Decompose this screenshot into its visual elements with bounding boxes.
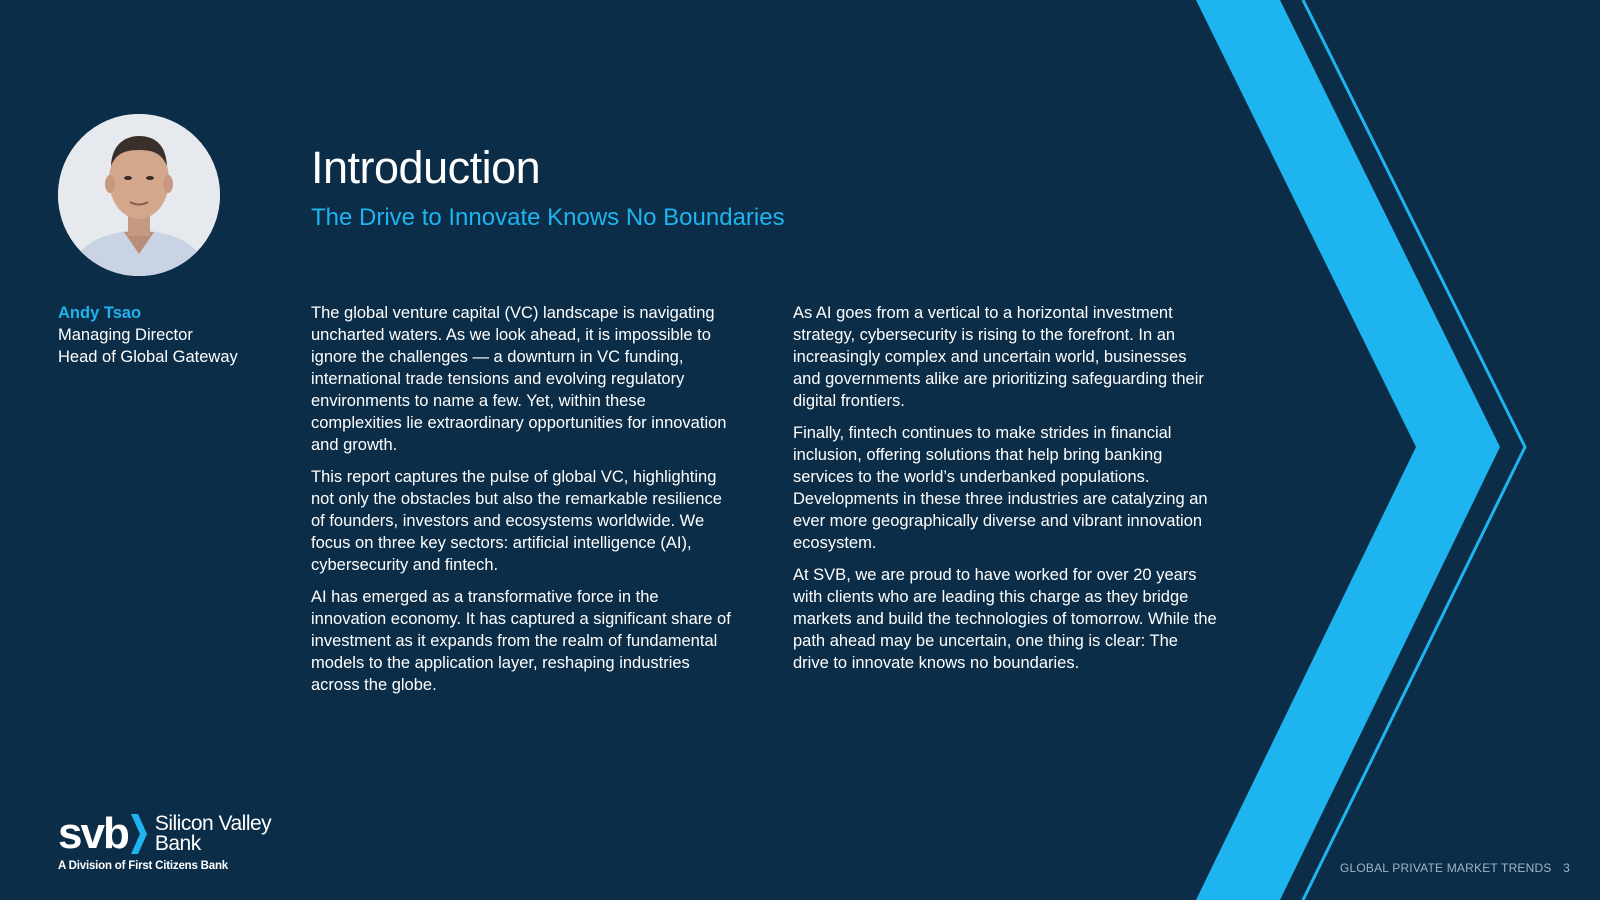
page-subtitle: The Drive to Innovate Knows No Boundaries	[311, 204, 785, 231]
author-position: Head of Global Gateway	[58, 348, 238, 366]
author-photo	[58, 114, 220, 276]
paragraph: At SVB, we are proud to have worked for over 20 years with clients who are leading this charge as they bridge markets and build the technologies of tomorrow. While the path ahead may be uncertain, one thing is clear: The drive to innovate knows no boundaries.	[793, 566, 1217, 672]
author-role: Managing Director	[58, 326, 193, 344]
paragraph: This report captures the pulse of global VC, highlighting not only the obstacles but also the remarkable resilience of founders, investors and ecosystems worldwide. We focus on three key sectors: artificial intelligence (AI), cybersecurity and fintech.	[311, 468, 722, 574]
logo-line2: Bank	[154, 832, 201, 855]
footer-label: GLOBAL PRIVATE MARKET TRENDS	[1339, 861, 1552, 875]
text-column-left	[311, 302, 736, 706]
footer	[1340, 861, 1570, 875]
logo-line1: Silicon Valley	[154, 812, 272, 835]
author-name: Andy Tsao	[58, 304, 142, 322]
page-number: 3	[1563, 861, 1570, 875]
paragraph: The global venture capital (VC) landscape is navigating uncharted waters. As we look ahead, it is impossible to ignore the challenges — a downturn in VC funding, international trade tensions and evolving regulatory environments to name a few. Yet, within these complexities lie extraordinary opportunities for innovation and growth.	[311, 304, 727, 454]
text-column-right	[793, 302, 1218, 684]
paragraph: AI has emerged as a transformative force in the innovation economy. It has captured a significant share of investment as it expands from the realm of fundamental models to the application layer, reshaping industries across the globe.	[311, 588, 731, 694]
page-title: Introduction	[311, 142, 541, 193]
svb-chevron-icon	[131, 814, 147, 854]
svb-logo	[58, 809, 272, 872]
logo-mark: svb	[58, 809, 128, 858]
paragraph: Finally, fintech continues to make strides in financial inclusion, offering solutions that help bring banking services to the world’s underbanked populations. Developments in these three industries are catalyzing an ever more geographically diverse and vibrant innovation ecosystem.	[793, 424, 1208, 552]
logo-division: A Division of First Citizens Bank	[58, 860, 228, 872]
author-block	[58, 302, 238, 368]
paragraph: As AI goes from a vertical to a horizontal investment strategy, cybersecurity is rising to the forefront. In an increasingly complex and uncertain world, businesses and governments alike are prioritizing safeguarding their digital frontiers.	[793, 304, 1204, 410]
